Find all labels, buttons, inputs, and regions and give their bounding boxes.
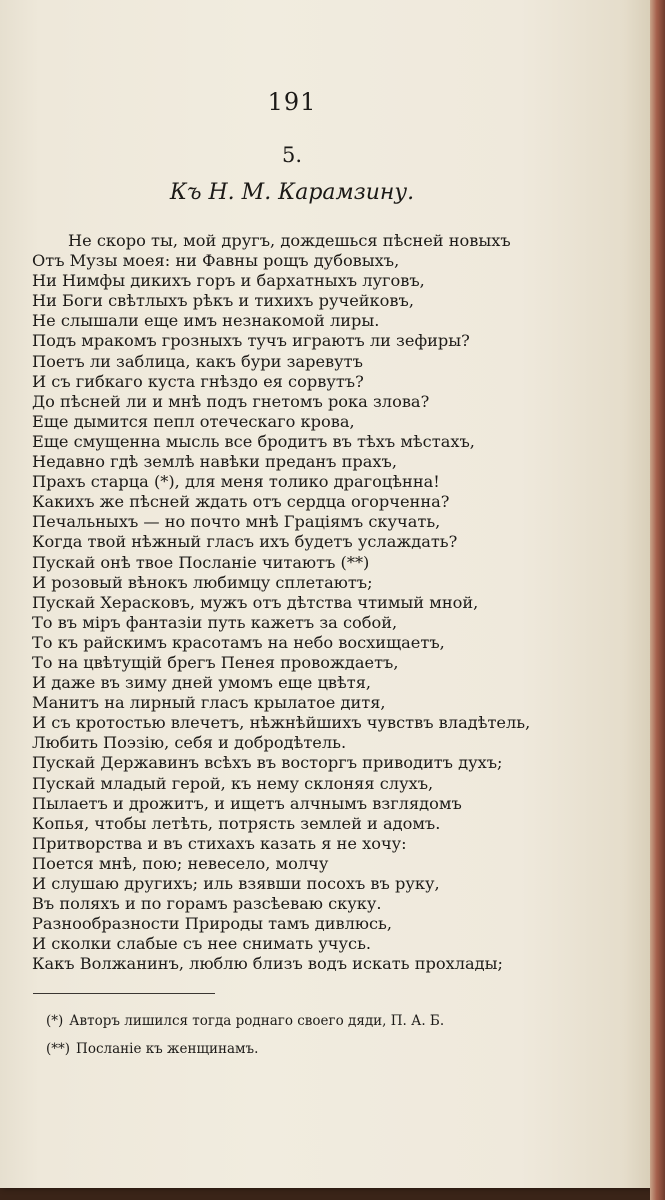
poem-title: Къ Н. М. Карамзину. (169, 180, 415, 205)
poem-line: Отъ Музы моея: ни Фавны рощъ дубовыхъ, (32, 251, 400, 271)
poem-line: И сколки слабые съ нее снимать учусь. (32, 934, 372, 954)
poem-line: Ни Нимфы дикихъ горъ и бархатныхъ луговъ, (32, 271, 425, 291)
poem-line: И съ гибкаго куста гнѣздо ея сорвутъ? (32, 371, 364, 391)
section-number: 5. (281, 143, 303, 167)
poem-line: И съ кротостью влечетъ, нѣжнѣйшихъ чувствъ владѣтель, (32, 713, 531, 733)
footnote-text: Посланіе къ женщинамъ. (76, 1041, 259, 1057)
poem-line: Когда твой нѣжный гласъ ихъ будетъ услаждать? (32, 532, 458, 552)
poem-line: Манитъ на лирный гласъ крылатое дитя, (32, 693, 386, 713)
poem-line: До пѣсней ли и мнѣ подъ гнетомъ рока злова? (32, 391, 430, 411)
page-number: 191 (267, 88, 317, 116)
footnote (46, 1041, 586, 1057)
poem-line: Пускай младый герой, къ нему склоняя слухъ, (32, 773, 434, 793)
poem-line: Притворства и въ стихахъ казать я не хочу: (32, 833, 407, 853)
poem-line: Не слышали еще имъ незнакомой лиры. (32, 311, 380, 331)
book-edge (650, 0, 665, 1200)
poem-line: Любить Поэзію, себя и добродѣтель. (32, 733, 347, 753)
poem-line: И слушаю другихъ; иль взявши посохъ въ руку, (32, 874, 440, 893)
poem-line: Пылаетъ и дрожитъ, и ищетъ алчнымъ взглядомъ (32, 793, 462, 813)
poem-line: Пускай Херасковъ, мужъ отъ дѣтства чтимый мной, (32, 592, 479, 612)
poem-line: Копья, чтобы летѣть, потрясть землей и адомъ. (32, 813, 441, 833)
poem-body (32, 231, 592, 974)
poem-line: Какъ Волжанинъ, люблю близъ водъ искать прохлады; (32, 954, 503, 974)
poem-line: Въ поляхъ и по горамъ разсѣеваю скуку. (32, 894, 382, 914)
footnote-mark: (**) (46, 1041, 71, 1057)
poem-line: И даже въ зиму дней умомъ еще цвѣтя, (32, 673, 372, 693)
poem-line: Пускай Державинъ всѣхъ въ восторгъ приводитъ духъ; (32, 753, 503, 773)
footnote-divider (33, 993, 215, 994)
footnote (46, 1013, 586, 1029)
footnote-mark: (*) (46, 1013, 64, 1029)
poem-line: Подъ мракомъ грозныхъ тучъ играютъ ли зефиры? (32, 331, 470, 351)
poem-line: Пускай онѣ твое Посланіе читаютъ (**) (32, 552, 370, 572)
footnote-text: Авторъ лишился тогда роднаго своего дяди, П. А. Б. (69, 1013, 445, 1029)
footnotes (46, 1013, 586, 1069)
poem-line: И розовый вѣнокъ любимцу сплетаютъ; (32, 572, 373, 592)
poem-line: Поется мнѣ, пою; невесело, молчу (32, 853, 329, 873)
poem-line: Печальныхъ — но почто мнѣ Граціямъ скучать, (32, 512, 441, 532)
poem-line: Еще дымится пепл отеческаго крова, (32, 411, 355, 431)
poem-line: Еще смущенна мысль все бродитъ въ тѣхъ мѣстахъ, (32, 431, 475, 451)
poem-line: То къ райскимъ красотамъ на небо восхищаетъ, (32, 632, 445, 652)
poem-line: То въ міръ фантазіи путь кажетъ за собой, (32, 612, 398, 632)
poem-line: Не скоро ты, мой другъ, дождешься пѣсней новыхъ (68, 231, 511, 250)
poem-line: Ни Боги свѣтлыхъ рѣкъ и тихихъ ручейковъ, (32, 291, 414, 311)
poem-line: Поетъ ли заблица, какъ бури заревутъ (32, 351, 363, 371)
poem-line: Прахъ старца (*), для меня толико драгоцѣнна! (32, 472, 440, 492)
poem-line: Разнообразности Природы тамъ дивлюсь, (32, 914, 393, 934)
poem-line: Недавно гдѣ землѣ навѣки преданъ прахъ, (32, 452, 397, 472)
poem-line: Какихъ же пѣсней ждать отъ сердца огорченна? (32, 492, 450, 512)
poem-line: То на цвѣтущій брегъ Пенея провождаетъ, (32, 652, 399, 672)
